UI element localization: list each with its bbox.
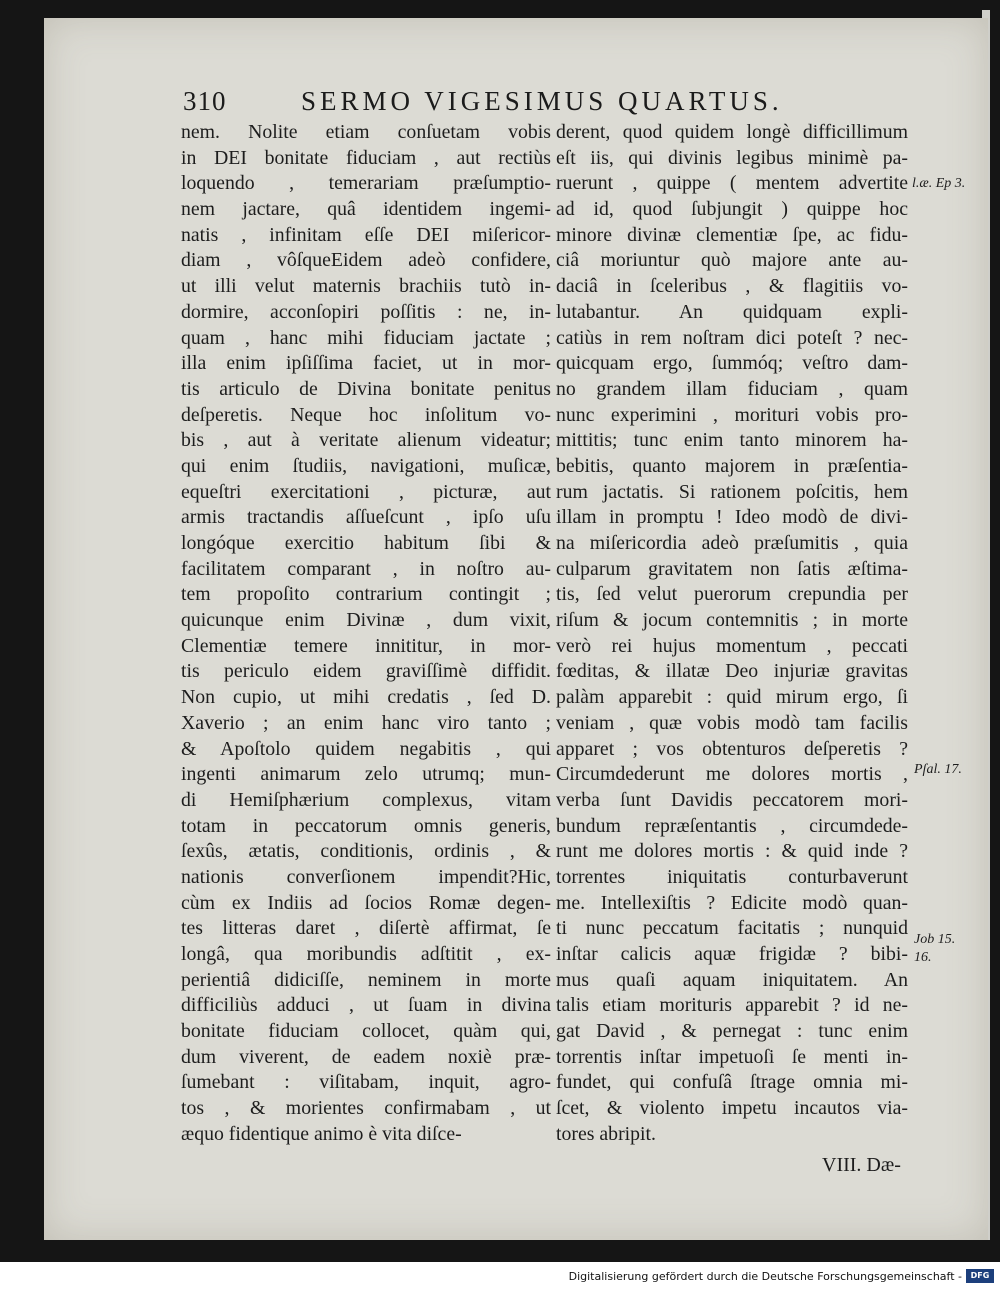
text-line: qui enim ſtudiis, navigationi, muſicæ, (181, 454, 551, 477)
text-line: ciâ moriuntur quò majore ante au- (556, 249, 908, 272)
text-line: no grandem illam fiduciam , quam (556, 377, 908, 400)
text-line: dum viverent, de eadem noxiè præ- (181, 1045, 551, 1068)
text-line: fœditas, & illatæ Deo injuriæ gravitas (556, 660, 908, 683)
margin-note-job: Job 15. (914, 932, 956, 947)
text-line: nationis converſionem impendit?Hic, (181, 865, 551, 888)
text-line: quicunque enim Divinæ , dum vixit, (181, 609, 551, 632)
text-line: derent, quod quidem longè difficillimum (556, 121, 908, 143)
text-line: tores abripit. (556, 1122, 656, 1145)
text-line: equeſtri exercitationi , picturæ, aut (181, 480, 551, 503)
text-line: minore divinæ clementiæ ſpe, ac fidu- (556, 223, 908, 246)
left-text-column (181, 120, 551, 1148)
text-line: na miſericordia adeò præſumitis , quia (556, 532, 908, 554)
text-line: catiùs in rem noſtram dici poteſt ? nec- (556, 326, 908, 349)
text-line: tis periculo eidem graviſſimè diffidit. (181, 660, 551, 683)
running-title: SERMO VIGESIMUS QUARTUS. (301, 86, 783, 116)
text-line: natis , infinitam eſſe DEI miſericor- (181, 223, 551, 246)
page-number: 310 (183, 86, 227, 116)
digitization-footer (0, 1262, 1000, 1289)
text-line: apparet ; vos obtenturos deſperetis ? (556, 737, 908, 760)
text-line: tis, ſed velut puerorum crepundia per (556, 583, 908, 606)
text-line: Non cupio, ut mihi credatis , ſed D. (181, 686, 551, 709)
text-line: ut illi velut maternis brachiis tutò in- (181, 275, 551, 298)
text-line: torrentes iniquitatis conturbaverunt (556, 865, 908, 888)
margin-note-psalm: Pſal. 17. (914, 762, 962, 777)
text-line: perientiâ didiciſſe, neminem in morte (181, 968, 551, 991)
text-line: ad id, quod ſubjungit ) quippe hoc (556, 198, 908, 221)
text-line: eſt iis, qui divinis legibus minimè pa- (556, 146, 908, 169)
text-line: veniam , quæ vobis modò tam facilis (556, 711, 908, 734)
text-line: tes litteras daret , diſertè affirmat, ſe (181, 917, 551, 940)
text-line: æquo fidentique animo è vita diſce- (181, 1122, 462, 1145)
text-line: facilitatem comparant , in noſtro au- (181, 557, 551, 580)
text-line: ſexûs, ætatis, conditionis, ordinis , & (181, 840, 551, 863)
text-line: Circumdederunt me dolores mortis , (556, 763, 908, 786)
text-line: nem. Nolite etiam conſuetam vobis (181, 121, 551, 143)
text-line: ingenti animarum zelo utrumq; mun- (181, 763, 551, 786)
text-line: deſperetis. Neque hoc inſolitum vo- (181, 403, 551, 426)
text-line: gat David , & pernegat : tunc enim (556, 1020, 908, 1043)
text-line: illam in promptu ! Ideo modò de divi- (556, 506, 908, 529)
footer-credit: Digitalisierung gefördert durch die Deutsche Forschungsgemeinschaft - (568, 1270, 962, 1283)
right-text-column (556, 120, 908, 1148)
text-line: longâ, qua moribundis adſtitit , ex- (181, 943, 551, 965)
text-line: verò rei hujus momentum , peccati (556, 634, 908, 657)
text-line: diam , vôſqueEidem adeò confidere, (181, 249, 551, 272)
text-line: armis tractandis aſſueſcunt , ipſo uſu (181, 506, 551, 529)
text-line: loquendo , temerariam præſumptio- (181, 172, 551, 195)
text-line: totam in peccatorum omnis generis, (181, 814, 551, 837)
text-line: ſumebant : viſitabam, inquit, agro- (181, 1071, 551, 1094)
text-line: illa enim ipſiſſima faciet, ut in mor- (181, 352, 551, 375)
catchword: VIII. Dæ- (822, 1154, 901, 1176)
text-line: tem propoſito contrarium contingit ; (181, 583, 551, 606)
text-line: tis articulo de Divina bonitate penitus (181, 377, 551, 400)
text-line: lutabantur. An quidquam expli- (556, 300, 908, 323)
text-line: ſcet, & violento impetu incautos via- (556, 1097, 908, 1120)
text-line: in DEI bonitate fiduciam , aut rectiùs (181, 146, 551, 169)
text-line: talis etiam morituris apparebit ? id ne- (556, 994, 908, 1017)
text-line: riſum & jocum contemnitis ; in morte (556, 609, 908, 632)
text-line: mus quaſi aquam iniquitatem. An (556, 968, 908, 991)
margin-note-epistle: l.æ. Ep 3. (912, 176, 966, 191)
text-line: quam , hanc mihi fiduciam jactate ; (181, 326, 551, 349)
page-header (183, 86, 823, 120)
text-line: verba ſunt Davidis peccatorem mori- (556, 788, 908, 811)
text-line: nunc experimini , morituri vobis pro- (556, 403, 908, 426)
text-line: rum jactatis. Si rationem poſcitis, hem (556, 480, 908, 503)
text-line: fundet, qui confuſâ ſtrage omnia mi- (556, 1071, 908, 1094)
text-line: quicquam ergo, ſummóq; veſtro dam- (556, 352, 908, 375)
text-line: nem jactare, quâ identidem ingemi- (181, 198, 551, 221)
text-line: culparum gravitatem non ſatis æſtima- (556, 557, 908, 580)
text-line: dormire, acconſopiri poſſitis : ne, in- (181, 300, 551, 323)
text-line: daciâ in ſceleribus , & flagitiis vo- (556, 275, 908, 298)
text-line: di Hemiſphærium complexus, vitam (181, 788, 551, 811)
dfg-logo: DFG (966, 1269, 994, 1283)
text-line: inſtar calicis aquæ frigidæ ? bibi- (556, 943, 908, 965)
text-line: Clementiæ temere innititur, in mor- (181, 634, 551, 657)
margin-note-job-verse: 16. (914, 950, 932, 965)
text-line: mittitis; tunc enim tanto minorem ha- (556, 429, 908, 452)
text-line: bebitis, quanto majorem in præſentia- (556, 454, 908, 477)
text-line: bundum repræſentantis , circumdede- (556, 814, 908, 837)
text-line: bis , aut à veritate alienum videatur; (181, 429, 551, 452)
text-line: me. Intellexiſtis ? Edicite modò quan- (556, 891, 908, 914)
text-line: runt me dolores mortis : & quid inde ? (556, 840, 908, 863)
text-line: difficiliùs adduci , ut ſuam in divina (181, 994, 551, 1017)
text-line: & Apoſtolo quidem negabitis , qui (181, 737, 551, 760)
text-line: palàm apparebit : quid mirum ergo, ſi (556, 686, 908, 709)
text-line: ti nunc peccatum facitatis ; nunquid (556, 917, 908, 940)
text-line: cùm ex Indiis ad ſocios Romæ degen- (181, 891, 551, 914)
text-line: longóque exercitio habitum ſibi & (181, 532, 551, 554)
text-line: ruerunt , quippe ( mentem advertite (556, 172, 908, 195)
text-line: tos , & morientes confirmabam , ut (181, 1097, 551, 1120)
text-line: bonitate fiduciam collocet, quàm qui, (181, 1020, 551, 1043)
text-line: Xaverio ; an enim hanc viro tanto ; (181, 711, 551, 734)
text-line: torrentis inſtar impetuoſi ſe menti in- (556, 1045, 908, 1068)
